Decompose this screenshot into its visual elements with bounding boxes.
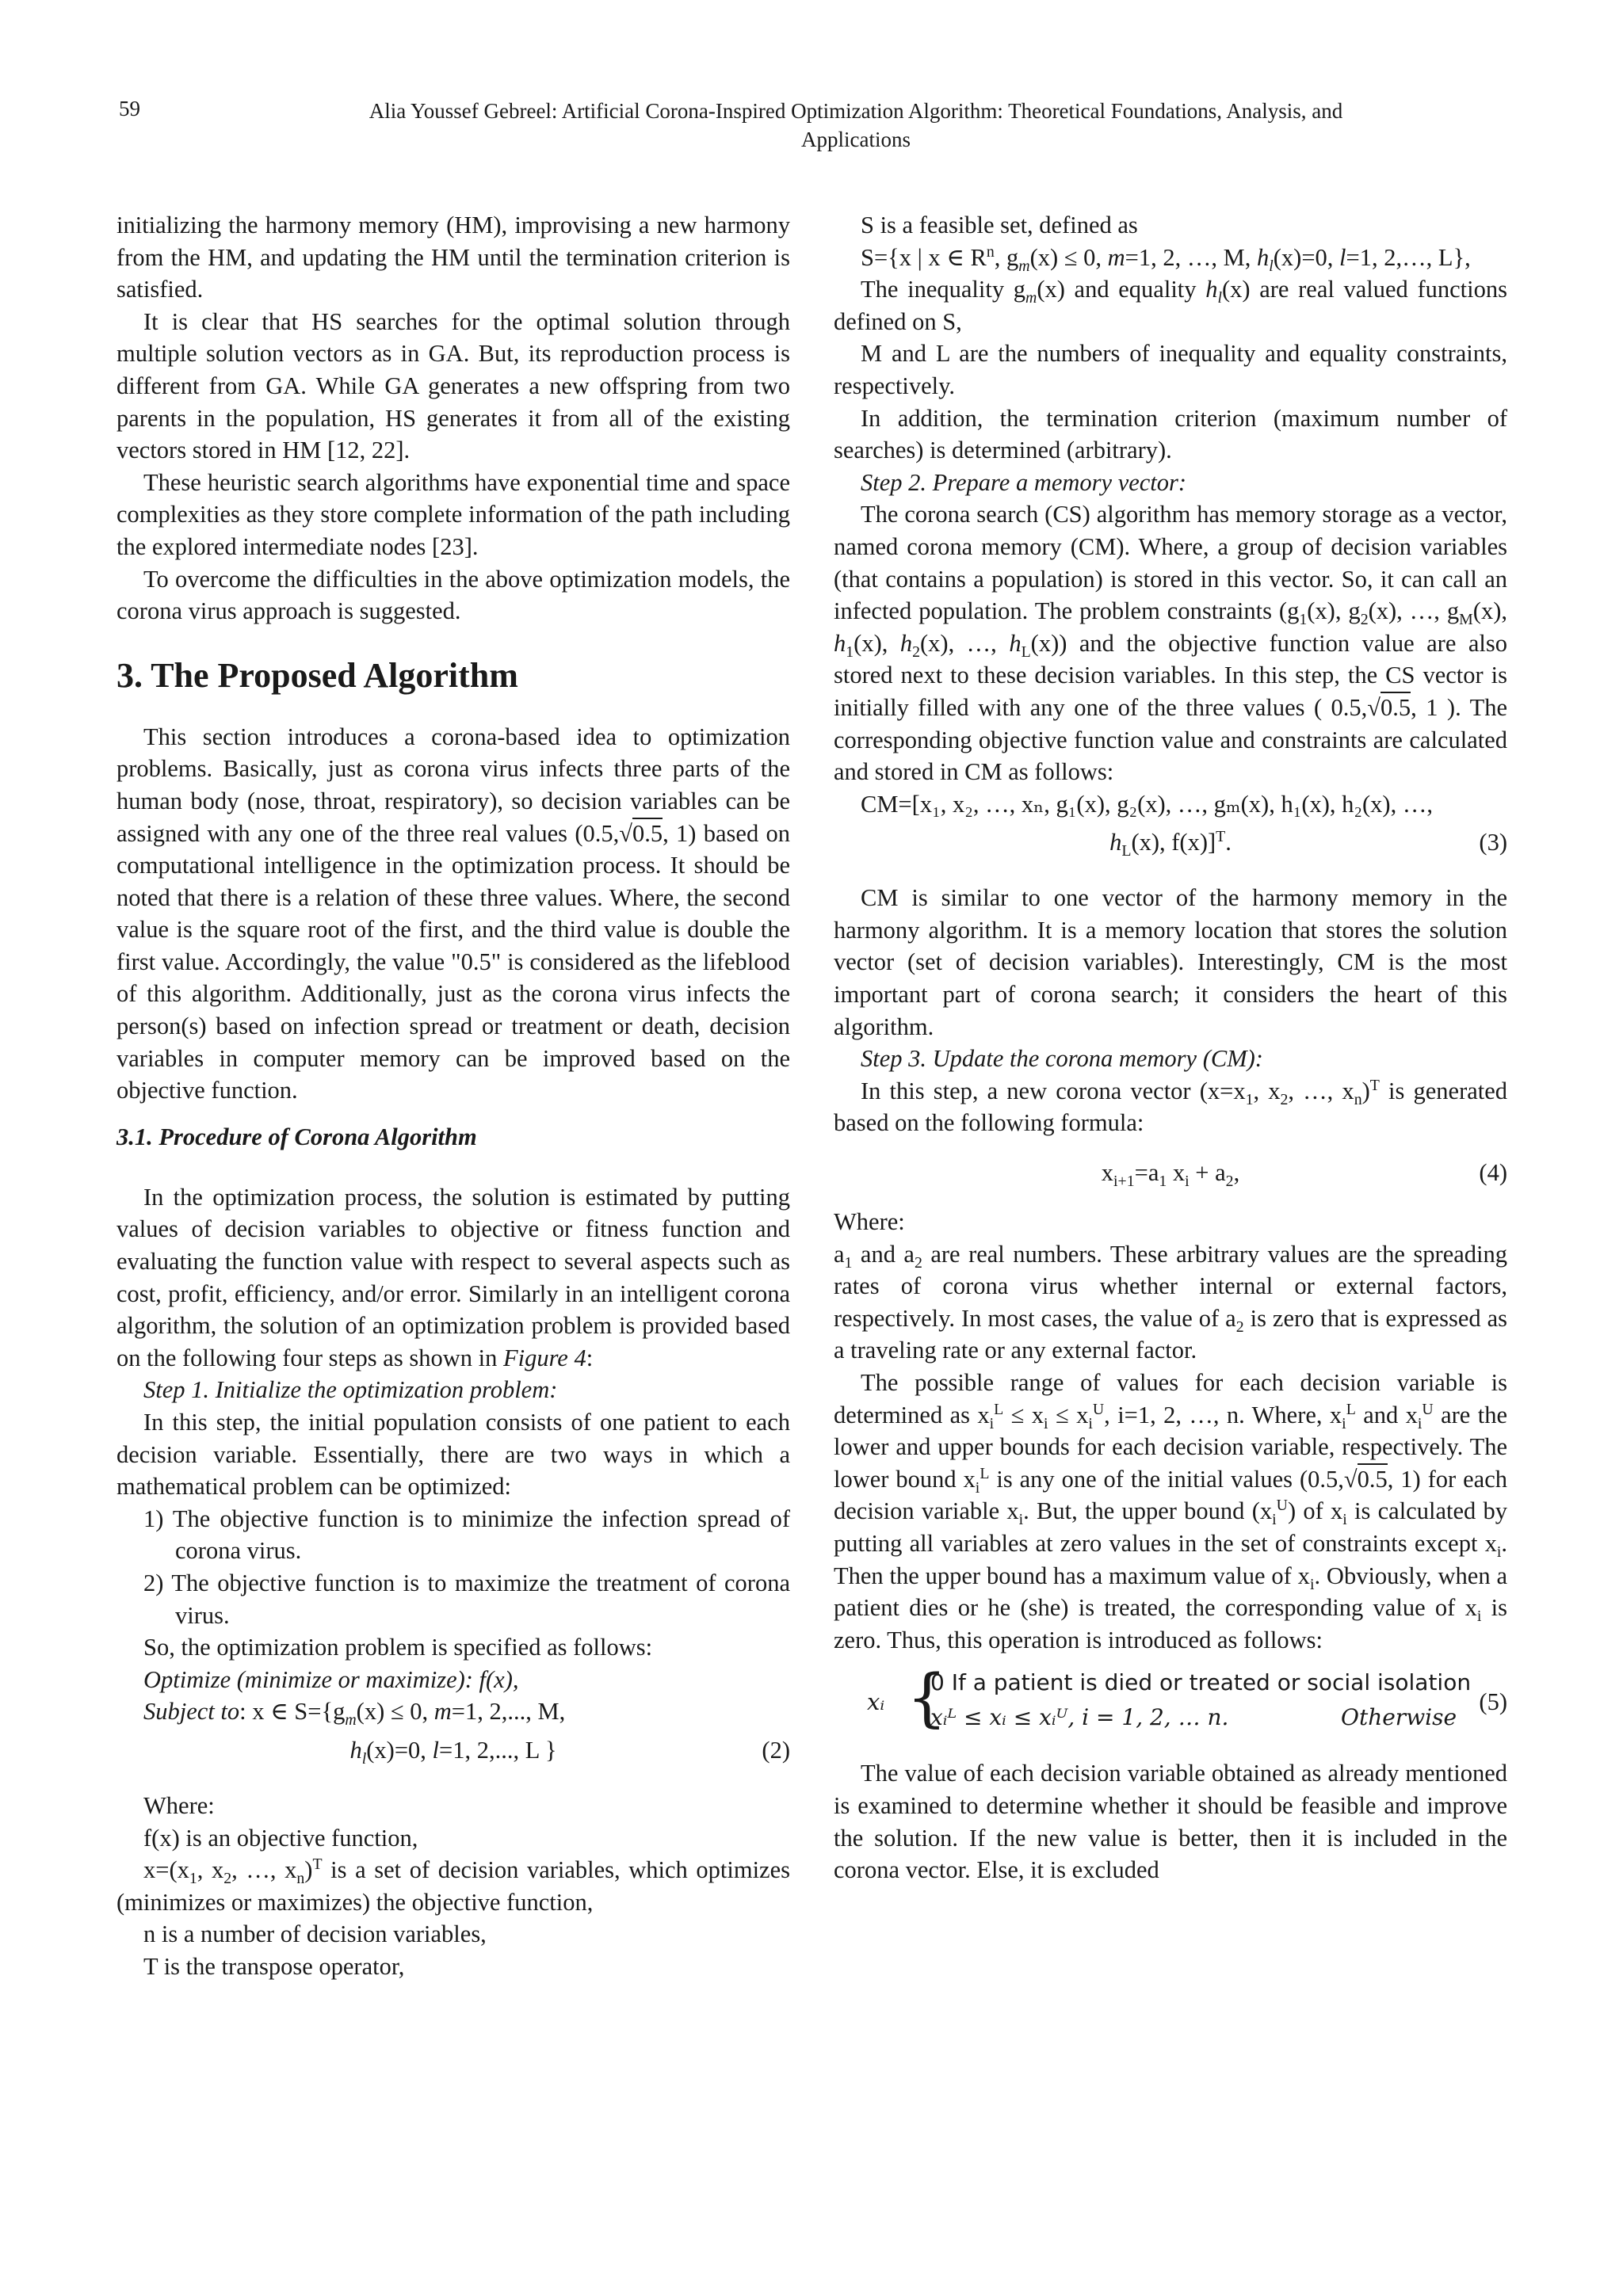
paragraph: The possible range of values for each decision variable is determined as $x_i^L \le x_i \le x_i^U$, i=1, 2, …, n. Where, $x_i^L$ and $x_i^U$ are the lower and upper bounds for each decision variable, respectively. The lower bound $x_i^L$ is any one of the initial values (0.5,√0.5, 1) for each decision variable $x_i$. But, the upper bound $(x_i^U)$ of $x_i$ is calculated by putting all variables at zero values in the set of constraints except $x_i$. Then the upper bound has a maximum value of $x_i$. Obviously, when a patient dies or he (she) is treated, the corresponding value of $x_i$ is zero. Thus, this operation is introduced as follows: [834,1369,1507,1653]
paragraph: The value of each decision variable obtained as already mentioned is examined to determine whether it should be feasible and improve the solution. If the new value is better, then it is included in the corona vector. Else, it is excluded [834,1760,1507,1884]
optimize-line: Optimize (minimize or maximize): f(x), [143,1665,519,1693]
definition: f(x) is an objective function, [143,1824,418,1852]
list-item: 1) The objective function is to minimize the infection spread of corona virus. [143,1505,790,1565]
paragraph: It is clear that HS searches for the optimal solution through multiple solution vectors as in GA. But, its reproduction process is different from GA. While GA generates a new offspring from two parents in the population, HS generates it from all of the existing vectors stored in HM [12, 22]. [116,307,790,464]
right-column [834,209,1507,1886]
step-heading: Step 3. Update the corona memory (CM): [861,1045,1263,1073]
paragraph: In the optimization process, the solution is estimated by putting values of decision variables to objective or fitness function and evaluating the function value with respect to several aspects such as cost, profit, efficiency, and/or error. Similarly in an intelligent corona algorithm, the solution of an optimization problem is provided based on the following four steps as shown in Figure 4: [116,1183,790,1371]
paragraph: initializing the harmony memory (HM), improvising a new harmony from the HM, and updating the HM until the termination criterion is satisfied. [116,212,790,303]
equation-number: (2) [762,1736,790,1764]
page-number: 59 [119,97,140,120]
paragraph: $a_1$ and $a_2$ are real numbers. These arbitrary values are the spreading rates of corona virus whether internal or external factors, respectively. In most cases, the value of $a_2$ is zero that is expressed as a traveling rate or any external factor. [834,1240,1507,1364]
running-title: Alia Youssef Gebreel: Artificial Corona-Inspired Optimization Algorithm: Theoretical Foundations, Analysis, and Applications [369,99,1343,151]
figure-reference: Figure 4 [502,1344,586,1371]
paragraph: S is a feasible set, defined as [861,212,1138,238]
paragraph: The corona search (CS) algorithm has memory storage as a vector, named corona memory (CM). Where, a group of decision variables (that contains a population) is stored in this vector. So, it can call an infected population. The problem constraints ($g_1(x)$, $g_2(x)$, …, $g_M(x)$, $h_1(x)$, $h_2(x)$, …, $h_L(x)$) and the objective function value are also stored next to these decision variables. In this step, the CS vector is initially filled with any one of the three values ( 0.5,√0.5, 1 ). The corresponding objective function value and constraints are calculated and stored in CM as follows: [834,501,1507,786]
equation-number: (4) [1479,1159,1507,1187]
subsection-heading: 3.1. Procedure of Corona Algorithm [116,1123,477,1150]
definition: n is a number of decision variables, [143,1920,487,1948]
equation-number: (3) [1479,829,1507,856]
paragraph: Where: [834,1208,905,1236]
paragraph: In this step, the initial population consists of one patient to each decision variable. Essentially, there are two ways in which a mathematical problem can be optimized: [116,1409,790,1501]
paragraph: In addition, the termination criterion (maximum number of searches) is determined (arbitrary). [834,404,1507,464]
step-heading: Step 1. Initialize the optimization problem: [143,1376,558,1404]
paragraph: In this step, a new corona vector ($x=x_1$, $x_2$, …, $x_n)^T$ is generated based on the following formula: [834,1076,1508,1137]
left-column [116,209,790,1983]
subject-to-line: Subject to: x ∈ $S=\{g_m(x) \le 0$, m=1, 2,..., M, [143,1698,566,1730]
equation-4: $x_{i+1}=a_1$ $x_i + a_2$, (4) [834,1157,1507,1188]
paragraph: This section introduces a corona-based idea to optimization problems. Basically, just as corona virus infects three parts of the human body (nose, throat, respiratory), so decision variables can be assigned with any one of the three real values (0.5,√0.5, 1) based on computational intelligence in the optimization process. It should be noted that there is a relation of these three values. Where, the second value is the square root of the first, and the third value is double the first value. Accordingly, the value "0.5" is considered as the lifeblood of this algorithm. Additionally, just as the corona virus infects the person(s) based on infection spread or treatment or death, decision variables in computer memory can be improved based on the objective function. [116,723,790,1104]
equation-number: (5) [1479,1688,1507,1716]
equation-2: $h_l(x)=0$, l=1, 2,..., L } (2) [116,1734,790,1766]
equation-3-line-1: CM=[x₁, x₂, …, xₙ, g₁(x), g₂(x), …, gₘ(x), h₁(x), h₂(x), …, [861,790,1433,818]
definition: $x=(x_1$, $x_2$, …, $x_n)^T$ is a set of decision variables, which optimizes (minimizes or maximizes) the objective function, [116,1855,791,1916]
paragraph: The inequality $g_m(x)$ and equality $h_l(x)$ are real valued functions defined on S, [834,276,1507,335]
list-item: 2) The objective function is to maximize the treatment of corona virus. [143,1569,790,1629]
definition: T is the transpose operator, [143,1952,405,1980]
equation-3: $h_L(x)$, f(x)]$^T$. (3) [1109,828,1507,860]
paragraph: CM is similar to one vector of the harmony memory in the harmony algorithm. It is a memory location that stores the solution vector (set of decision variables). Interestingly, CM is the most important part of corona search; it considers the heart of this algorithm. [834,884,1507,1040]
equation-5: xᵢ { 0 If a patient is died or treated or social isolation xᵢᴸ ≤ xᵢ ≤ xᵢᵁ, i = 1, 2, … n. Otherwise (5) [867,1661,1507,1735]
paragraph: To overcome the difficulties in the above optimization models, the corona virus approach is suggested. [116,565,790,625]
paragraph: M and L are the numbers of inequality and equality constraints, respectively. [834,340,1507,399]
paragraph: These heuristic search algorithms have exponential time and space complexities as they store complete information of the path including the explored intermediate nodes [23]. [116,468,790,560]
section-heading: 3. The Proposed Algorithm [116,655,518,695]
paragraph: Where: [143,1791,215,1819]
feasible-set-definition: S={x | x ∈ $R^n$, $g_m(x) \le 0$, m=1, 2, …, M, $h_l(x)=0$, l=1, 2,…, L}, [861,242,1471,275]
step-heading: Step 2. Prepare a memory vector: [861,468,1187,496]
paragraph: So, the optimization problem is specified as follows: [143,1634,653,1661]
